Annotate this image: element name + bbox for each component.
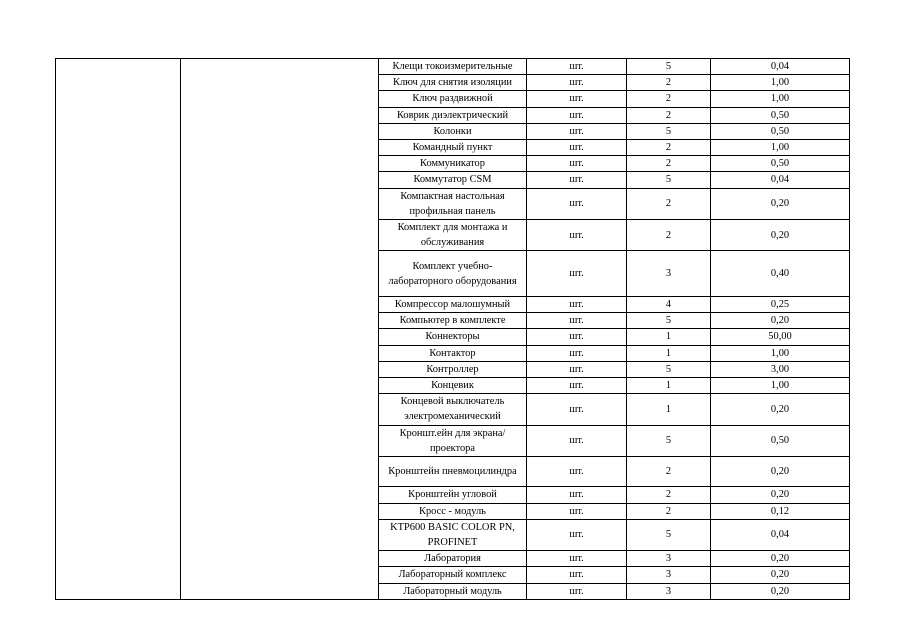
- item-name-cell: Концевик: [379, 378, 527, 394]
- item-name-cell: Кроншт.ейн для экрана/проектора: [379, 425, 527, 456]
- item-name-cell: Кронштейн пневмоцилиндра: [379, 457, 527, 487]
- unit-cell: шт.: [527, 503, 627, 519]
- table-row: [56, 59, 850, 75]
- value-cell: 0,20: [711, 394, 850, 425]
- value-cell: 0,04: [711, 59, 850, 75]
- quantity-cell: 2: [627, 188, 711, 219]
- value-cell: 0,04: [711, 172, 850, 188]
- unit-cell: шт.: [527, 140, 627, 156]
- value-cell: 0,20: [711, 583, 850, 599]
- quantity-cell: 1: [627, 345, 711, 361]
- unit-cell: шт.: [527, 220, 627, 251]
- value-cell: 0,50: [711, 107, 850, 123]
- unit-cell: шт.: [527, 123, 627, 139]
- quantity-cell: 3: [627, 567, 711, 583]
- value-cell: 0,12: [711, 503, 850, 519]
- quantity-cell: 2: [627, 487, 711, 503]
- item-name-cell: Ключ раздвижной: [379, 91, 527, 107]
- unit-cell: шт.: [527, 297, 627, 313]
- item-name-cell: Лабораторный модуль: [379, 583, 527, 599]
- value-cell: 3,00: [711, 361, 850, 377]
- unit-cell: шт.: [527, 156, 627, 172]
- quantity-cell: 5: [627, 313, 711, 329]
- quantity-cell: 2: [627, 75, 711, 91]
- unit-cell: шт.: [527, 59, 627, 75]
- value-cell: 0,50: [711, 123, 850, 139]
- unit-cell: шт.: [527, 567, 627, 583]
- quantity-cell: 3: [627, 551, 711, 567]
- unit-cell: шт.: [527, 91, 627, 107]
- blank-cell-col1: [56, 59, 181, 600]
- quantity-cell: 2: [627, 156, 711, 172]
- value-cell: 1,00: [711, 75, 850, 91]
- item-name-cell: Комплект для монтажа и обслуживания: [379, 220, 527, 251]
- item-name-cell: Колонки: [379, 123, 527, 139]
- quantity-cell: 1: [627, 394, 711, 425]
- value-cell: 0,20: [711, 567, 850, 583]
- value-cell: 0,20: [711, 220, 850, 251]
- quantity-cell: 2: [627, 140, 711, 156]
- item-name-cell: Лабораторный комплекс: [379, 567, 527, 583]
- quantity-cell: 2: [627, 503, 711, 519]
- value-cell: 0,20: [711, 551, 850, 567]
- value-cell: 50,00: [711, 329, 850, 345]
- unit-cell: шт.: [527, 75, 627, 91]
- value-cell: 1,00: [711, 140, 850, 156]
- unit-cell: шт.: [527, 519, 627, 550]
- quantity-cell: 2: [627, 220, 711, 251]
- quantity-cell: 2: [627, 457, 711, 487]
- item-name-cell: KTP600 BASIC COLOR PN, PROFINET: [379, 519, 527, 550]
- unit-cell: шт.: [527, 551, 627, 567]
- item-name-cell: Кронштейн угловой: [379, 487, 527, 503]
- item-name-cell: Командный пункт: [379, 140, 527, 156]
- quantity-cell: 5: [627, 123, 711, 139]
- value-cell: 0,20: [711, 457, 850, 487]
- item-name-cell: Коврик диэлектрический: [379, 107, 527, 123]
- value-cell: 1,00: [711, 378, 850, 394]
- unit-cell: шт.: [527, 329, 627, 345]
- value-cell: 0,25: [711, 297, 850, 313]
- unit-cell: шт.: [527, 378, 627, 394]
- quantity-cell: 3: [627, 583, 711, 599]
- value-cell: 0,20: [711, 487, 850, 503]
- item-name-cell: Контактор: [379, 345, 527, 361]
- item-name-cell: Коннекторы: [379, 329, 527, 345]
- quantity-cell: 5: [627, 59, 711, 75]
- quantity-cell: 5: [627, 519, 711, 550]
- item-name-cell: Коммуникатор: [379, 156, 527, 172]
- value-cell: 1,00: [711, 91, 850, 107]
- quantity-cell: 5: [627, 172, 711, 188]
- value-cell: 0,50: [711, 425, 850, 456]
- value-cell: 0,20: [711, 313, 850, 329]
- unit-cell: шт.: [527, 188, 627, 219]
- unit-cell: шт.: [527, 425, 627, 456]
- value-cell: 0,20: [711, 188, 850, 219]
- unit-cell: шт.: [527, 107, 627, 123]
- value-cell: 0,50: [711, 156, 850, 172]
- equipment-table: [55, 58, 850, 600]
- unit-cell: шт.: [527, 487, 627, 503]
- item-name-cell: Лаборатория: [379, 551, 527, 567]
- quantity-cell: 1: [627, 329, 711, 345]
- value-cell: 0,04: [711, 519, 850, 550]
- quantity-cell: 4: [627, 297, 711, 313]
- item-name-cell: Клещи токоизмерительные: [379, 59, 527, 75]
- unit-cell: шт.: [527, 345, 627, 361]
- quantity-cell: 2: [627, 91, 711, 107]
- item-name-cell: Концевой выключатель электромеханический: [379, 394, 527, 425]
- item-name-cell: Ключ для снятия изоляции: [379, 75, 527, 91]
- unit-cell: шт.: [527, 394, 627, 425]
- unit-cell: шт.: [527, 172, 627, 188]
- blank-cell-col2: [181, 59, 379, 600]
- unit-cell: шт.: [527, 361, 627, 377]
- item-name-cell: Компактная настольная профильная панель: [379, 188, 527, 219]
- quantity-cell: 5: [627, 361, 711, 377]
- value-cell: 0,40: [711, 251, 850, 297]
- unit-cell: шт.: [527, 251, 627, 297]
- item-name-cell: Коммутатор CSM: [379, 172, 527, 188]
- item-name-cell: Компьютер в комплекте: [379, 313, 527, 329]
- unit-cell: шт.: [527, 313, 627, 329]
- item-name-cell: Кросс - модуль: [379, 503, 527, 519]
- quantity-cell: 2: [627, 107, 711, 123]
- quantity-cell: 5: [627, 425, 711, 456]
- item-name-cell: Комплект учебно-лабораторного оборудования: [379, 251, 527, 297]
- item-name-cell: Компрессор малошумный: [379, 297, 527, 313]
- quantity-cell: 3: [627, 251, 711, 297]
- value-cell: 1,00: [711, 345, 850, 361]
- unit-cell: шт.: [527, 457, 627, 487]
- equipment-table-body: [56, 59, 850, 600]
- unit-cell: шт.: [527, 583, 627, 599]
- quantity-cell: 1: [627, 378, 711, 394]
- item-name-cell: Контроллер: [379, 361, 527, 377]
